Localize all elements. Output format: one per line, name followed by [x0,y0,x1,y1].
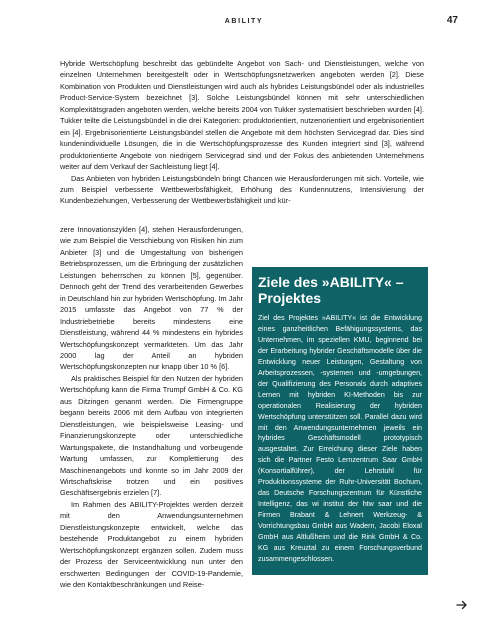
running-header: ABILITY [224,18,264,25]
project-goals-title: Ziele des »ABILITY« – Projektes [258,274,404,306]
paragraph-trumpf-example: Als praktisches Beispiel für den Nutzen der hybriden Wertschöpfung kann die Firma Trumpf GmbH & Co. KG aus Ditzingen genannt werden. Die Firmengruppe begann bereits 2006 mit dem Aufbau von integrierten Dienstleistungen, wie beispielsweise Leasing- und Finanzierungskonzepte oder unterschiedliche Wartungspakete, die Instandhaltung und vorbeugende Wartung umfassen, zur Komplettierung des Maschinenangebots und konnte so im Jahr 2009 der Wirtschaftskrise trotzen und ein positives Geschäftsergebnis erzielen [7]. [60,373,243,498]
page-number: 47 [446,15,458,26]
project-goals-text: Ziel des Projektes »ABILITY« ist die Entwicklung eines ganzheitlichen Befähigungssystems, das Unternehmen, im speziellen KMU, beginnend bei der Erarbeitung hybrider Geschäftsmodelle über die Entwicklung neuer Leistungen, Gestaltung von Arbeitsprozessen, -systemen und -umgebungen, der Qualifizierung des Personals durch adaptives Lernen mit hybriden KI-Methoden bis zur operationalen Realisierung der hybriden Wertschöpfung unterstützen soll. Parallel dazu wird mit den Anwendungsunternehmen jeweils ein hybrides Geschäftsmodell prototypisch ausgestaltet. Zur Erreichung dieser Ziele haben sich die Partner Festo Lernzentrum Saar GmbH (Konsortialführer), der Lehrstuhl für Produktionssysteme der Ruhr-Universität Bochum, das Deutsche Forschungszentrum für Künstliche Intelligenz, das wi institut der htw saar und die Firmen Brabant & Lehnert Werkzeug- & Vorrichtungsbau GmbH aus Wadern, Jacobi Eloxal GmbH aus Altlußheim und die Rink GmbH & Co. KG aus Kreuztal zu einem Forschungsverbund zusammengeschlossen. [258,314,422,563]
intro-text-block [60,58,424,207]
paragraph-hybrid-value-creation: Hybride Wertschöpfung beschreibt das gebündelte Angebot von Sach- und Dienstleistungen, welche von einzelnen Unternehmen bereitgestellt oder in Wertschöpfungsnetzwerken angeboten werden [2]. Diese Kombination von Produkten und Dienstleistungen wird auch als hybrides Leistungsbündel oder als industrielles Product-Service-System bezeichnet [3]. Solche Leistungsbündel können mit sehr unterschiedlichen Komplexitätsgraden angeboten werden, welche bereits 2004 von Tukker systematisiert beschrieben wurden [4]. Tukker teilte die Leistungsbündel in die drei Kategorien: produktorientiert, nutzenorientiert und ergebnisorientiert ein [4]. Ergebnisorientierte Leistungsbündel stellen die Angebote mit dem höchsten Servicegrad dar. Dies sind kundenindividuelle Lösungen, die in die Wertschöpfungsprozesse des Kunden integriert sind [3], während produktorientierte Angebote von niedrigem Servicegrad sind und der Fokus des anbietenden Unternehmens weiter auf dem Verkauf der Sachleistung liegt [4]. [60,59,424,172]
left-column [60,224,243,591]
paragraph-challenges: zere Innovationszyklen [4], stehen Herausforderungen, wie zum Beispiel die Verschiebung von Risiken hin zum Anbieter [3] und die Umgestaltung von bisherigen Betriebsprozessen, um die Erbringung der zusätzlichen Leistungen beherrschen zu können [5], gegenüber. Dennoch geht der Trend des verarbeitenden Gewerbes in Deutschland hin zur hybriden Wertschöpfung. Im Jahr 2015 umfasste das Angebot von 77 % der Industriebetriebe bereits mindestens eine Dienstleistung, während 44 % mindestens ein hybrides Wertschöpfungskonzept vermarkteten. Um das Jahr 2000 lag der Anteil an hybriden Wertschöpfungskonzepten nur knapp über 10 % [6]. [60,225,243,372]
paragraph-opportunities: Das Anbieten von hybriden Leistungsbündeln bringt Chancen wie Herausforderungen mit sich. Vorteile, wie zum Beispiel verbesserte Wettbewerbsfähigkeit, Erhöhung des Kundennutzens, Intensivierung der Kundenbeziehungen, Verbesserung der Wettbewerbsfähigkeit und kür- [60,173,424,206]
project-goals-box [252,267,428,575]
paragraph-ability-project: Im Rahmen des ABILITY-Projektes werden derzeit mit den Anwendungsunternehmen Dienstleistungskonzepte entwickelt, welche das bestehende Produktangebot zu einem hybriden Wertschöpfungskonzept ergänzen sollen. Zudem muss der Prozess der Serviceentwicklung nun unter den erschwerten Bedingungen der COVID-19-Pandemie, wie den Kontaktbeschränkungen und Reise- [60,499,243,590]
arrow-right-icon[interactable] [456,600,468,610]
